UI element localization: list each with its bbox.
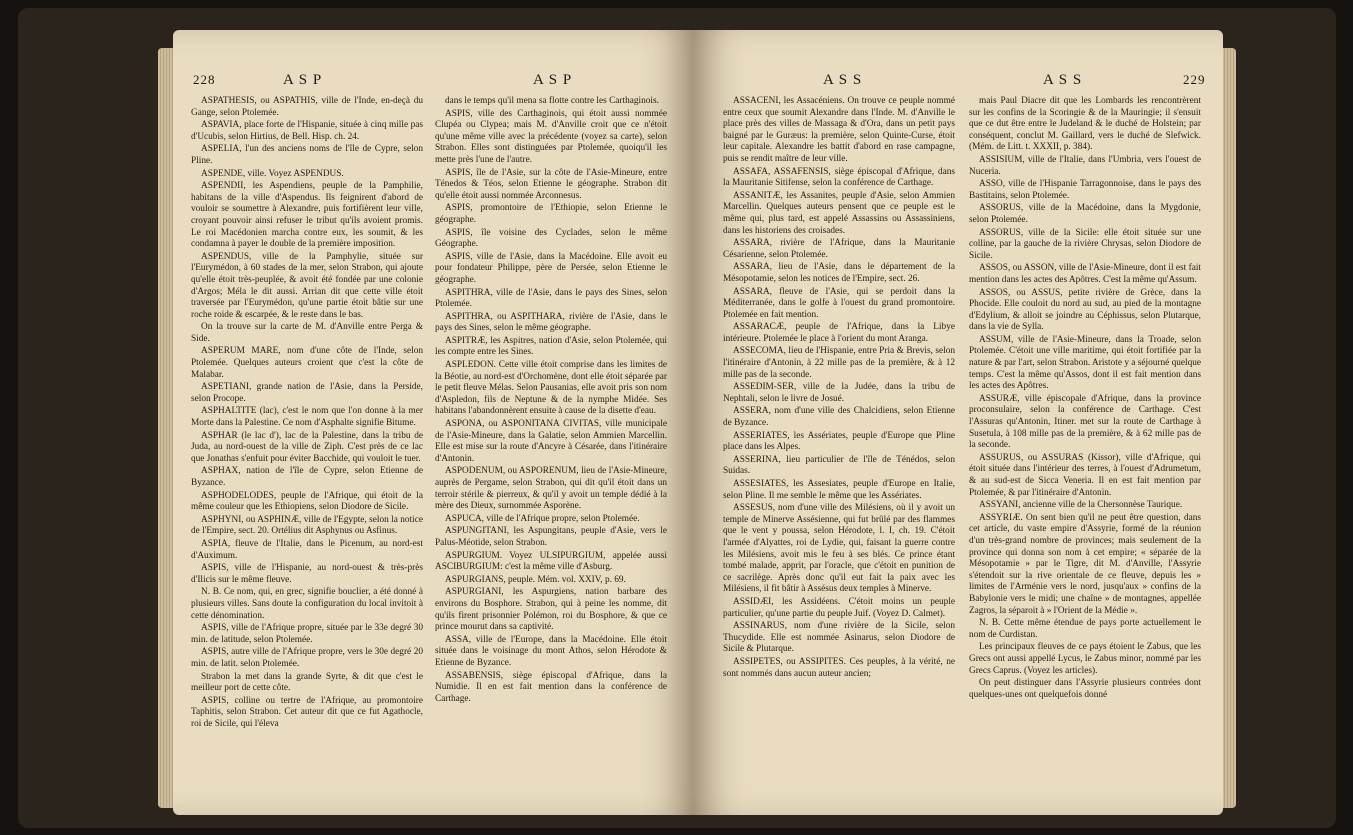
entry-paragraph: ASPIS, île de l'Asie, sur la côte de l'Asie-Mineure, entre Ténedos & Téos, selon Etienne le géographe. Strabon dit qu'elle étoit aussi nommée Arconnesus. — [435, 167, 667, 201]
entry-paragraph: ASPENDII, les Aspendiens, peuple de la Pamphilie, habitans de la ville d'Aspendus. Ils feignirent d'abord de vouloir se soumettre à Alexandre, puis fortifièrent leur ville, croyant pouvoir ainsi refuser le tribut qu'ils avoient promis. Le roi Macédonien marcha contre eux, les soumit, & les condamna à payer le double de la première imposition. — [191, 181, 423, 250]
entry-paragraph: ASPIS, ville des Carthaginois, qui étoit aussi nommée Clupéa ou Clypea; mais M. d'Anville croit que ce n'étoit qu'une même ville avec la précédente (voyez sa carte), selon Strabon. Elles sont distinguées par Ptolemée, quoiqu'il les mette près l'une de l'autre. — [435, 108, 667, 165]
right-column-1 — [723, 96, 955, 681]
entry-paragraph: On la trouve sur la carte de M. d'Anville entre Perga & Side. — [191, 322, 423, 344]
entry-paragraph: ASPURGIANS, peuple. Mém. vol. XXIV, p. 69. — [445, 574, 626, 585]
entry-paragraph: ASPELIA, l'un des anciens noms de l'île de Cypre, selon Pline. — [191, 144, 423, 166]
entry-paragraph: ASPHALTITE (lac), c'est le nom que l'on donne à la mer Morte dans la Palestine. Ce nom d'Asphalte signifie Bitume. — [191, 406, 423, 429]
entry-paragraph: dans le temps qu'il mena sa flotte contre les Carthaginois. — [445, 96, 659, 106]
entry-paragraph: ASSORUS, ville de la Sicile: elle étoit située sur une colline, par la gauche de la rivière Chrysas, selon Diodore de Sicile. — [969, 227, 1201, 261]
entry-paragraph: ASPENDUS, ville de la Pamphylie, située sur l'Eurymédon, à 60 stades de la mer, selon Strabon, qui ajoute qu'elle étoit très-peuplée, & avoit été fondée par une colonie d'Argos; Méla le dit aussi. Arrian dit que cette ville étoit traversée par l'Eurymédon, qu'une partie étoit bâtie sur une roche roide & escarpée, & le reste dans le bas. — [191, 251, 423, 320]
entry-paragraph: ASSAFA, ASSAFENSIS, siège épiscopal d'Afrique, dans la Mauritanie Sitifense, selon la conférence de Carthage. — [723, 166, 955, 189]
entry-paragraph: ASSIPETES, ou ASSIPITES. Ces peuples, à la vérité, ne sont nommés dans aucun auteur ancien; — [723, 656, 955, 679]
entry-paragraph: ASPIS, colline ou tertre de l'Afrique, au promontoire Taphitis, selon Strabon. Cet auteur dit que ce fut Agathocle, roi de Sicile, qui l'éleva — [191, 695, 423, 729]
entry-paragraph: ASSERA, nom d'une ville des Chalcidiens, selon Etienne de Byzance. — [723, 406, 955, 429]
entry-paragraph: ASSA, ville de l'Europe, dans la Macédoine. Elle étoit située dans le voisinage du mont Athos, selon Hérodote & Etienne de Byzance. — [435, 634, 667, 668]
left-column-1 — [191, 96, 423, 731]
entry-paragraph: ASSURÆ, ville épiscopale d'Afrique, dans la province proconsulaire, selon la conférence de Carthage. C'est l'Assuras qu'Antonin, Itiner. met sur la route de Carthage à Susetula, à 108 mille pas de la première, & à 62 mille pas de la seconde. — [969, 393, 1201, 451]
entry-paragraph: ASSORUS, ville de la Macédoine, dans la Mygdonie, selon Ptolemée. — [969, 203, 1201, 225]
entry-paragraph: ASPAVIA, place forte de l'Hispanie, située à cinq mille pas d'Ucubis, selon Hirtius, de Bell. Hisp. ch. 24. — [191, 120, 423, 142]
entry-paragraph: ASPHYNI, ou ASPHINÆ, ville de l'Egypte, selon la notice de l'Empire, sect. 20. Ortélius dit Asphynus ou Asfinus. — [191, 514, 423, 537]
entry-paragraph: ASPENDE, ville. Voyez ASPENDUS. — [201, 168, 344, 179]
entry-paragraph: ASSANITÆ, les Assanites, peuple d'Asie, selon Ammien Marcellin. Quelques auteurs pensent que ce peuple est le même qui, plus tard, est appelé Assassins ou Assassiniens, dans les historiens des croisades. — [723, 190, 955, 236]
entry-paragraph: ASPERUM MARE, nom d'une côte de l'Inde, selon Ptolemée. Quelques auteurs croient que c'est la côte de Malabar. — [191, 346, 423, 380]
entry-paragraph: ASPLEDON. Cette ville étoit comprise dans les limites de la Béotie, au nord-est d'Orchomène, dont elle étoit séparée par le petit fleuve Mélas. Selon Pausanias, elle avoit pris son nom d'Aspledon, fils de Neptune & de la nymphe Midée. Ses habitans l'abandonnèrent ensuite à cause de la disette d'eau. — [435, 360, 667, 417]
entry-paragraph: mais Paul Diacre dit que les Lombards les rencontrèrent sur les confins de la Scoringie & de la Mauringie; il s'ensuit que ce dut être entre le Judeland & le duché de Holstein; par conséquent, conclut M. Gaillard, vers le duché de Slefwick. (Mém. de Litt. t. XXXII, p. 384). — [969, 96, 1201, 153]
entry-paragraph: ASPURGIANI, les Aspurgiens, nation barbare des environs du Bosphore. Strabon, qui à peine les nomme, dit qu'ils firent prisonnier Polémon, roi du Bosphore, & que ce prince mourut dans sa captivité. — [435, 587, 667, 633]
entry-paragraph: ASSINARUS, nom d'une rivière de la Sicile, selon Thucydide. Elle est nommée Asinarus, selon Diodore de Sicile & Plutarque. — [723, 621, 955, 655]
right-header-right: A S S — [1043, 72, 1083, 88]
entry-paragraph: ASPETIANI, grande nation de l'Asie, dans la Perside, selon Procope. — [191, 382, 423, 404]
right-header-left: A S S — [823, 72, 863, 88]
entry-paragraph: ASSARACÆ, peuple de l'Afrique, dans la Libye intérieure. Ptolemée le place à l'orient du mont Aranga. — [723, 322, 955, 344]
entry-paragraph: ASSESUS, nom d'une ville des Milésiens, où il y avoit un temple de Minerve Assésienne, qui fut brûlé par des flammes que le vent y poussa, selon Hérodote, l. I, ch. 19. C'étoit l'armée d'Alyattes, roi de Lydie, qui, faisant la guerre contre les Milésiens, avoit mis le feu à ses blés. Ce prince étant tombé malade, apprit, par l'oracle, que c'étoit en punition de ce sacrilège. Après donc qu'il eut fait la paix avec les Milésiens, il fit bâtir à Assésus deux temples à Minerve. — [723, 503, 955, 595]
entry-paragraph: ASSESIATES, les Assesiates, peuple d'Europe en Italie, selon Pline. Il me semble le même que les Assériates. — [723, 479, 955, 501]
entry-paragraph: ASPIS, autre ville de l'Afrique propre, vers le 30e degré 20 min. de latit. selon Ptolemée. — [191, 647, 423, 669]
entry-paragraph: ASSURUS, ou ASSURAS (Kissor), ville d'Afrique, qui étoit située dans l'intérieur des terres, à l'ouest d'Adrumetum, & au sud-est de Sicca Veneria. Il en est fait mention par Ptolemée, & par l'itinéraire d'Antonin. — [969, 452, 1201, 498]
entry-paragraph: ASPIA, fleuve de l'Italie, dans le Picenum, au nord-est d'Auximum. — [191, 538, 423, 561]
entry-paragraph: ASSISIUM, ville de l'Italie, dans l'Umbria, vers l'ouest de Nuceria. — [969, 154, 1201, 177]
entry-paragraph: ASSOS, ou ASSUS, petite rivière de Grèce, dans la Phocide. Elle couloit du nord au sud, au pied de la montagne d'Edylium, & alloit se joindre au Céphissus, selon Plutarque, dans la vie de Sylla. — [969, 287, 1201, 333]
entry-paragraph: ASPIS, ville de l'Hispanie, au nord-ouest & très-près d'Ilicis sur le même fleuve. — [191, 563, 423, 585]
left-page-edges — [158, 48, 174, 808]
entry-paragraph: ASSABENSIS, siège épiscopal d'Afrique, dans la Numidie. Il en est fait mention dans la conférence de Carthage. — [435, 670, 667, 704]
left-column-2 — [435, 96, 667, 706]
left-header-right: A S P — [533, 72, 573, 88]
entry-paragraph: ASSO, ville de l'Hispanie Tarragonnoise, dans le pays des Bastitains, selon Ptolemée. — [969, 179, 1201, 201]
entry-paragraph: ASSIDÆI, les Assidéens. C'étoit moins un peuple particulier, qu'une partie du peuple Juif. (Voyez D. Calmet). — [723, 596, 955, 619]
entry-paragraph: ASPIS, ville de l'Asie, dans la Macédoine. Elle avoit eu pour fondateur Philippe, père de Persée, selon Etienne le géographe. — [435, 251, 667, 285]
left-page — [173, 30, 693, 815]
entry-paragraph: ASPIS, promontoire de l'Ethiopie, selon Etienne le géographe. — [435, 203, 667, 225]
entry-paragraph: ASSECOMA, lieu de l'Hispanie, entre Pria & Brevis, selon l'itinéraire d'Antonin, à 22 mille pas de la première, & à 12 mille pas de la seconde. — [723, 346, 955, 380]
right-page-number: 229 — [1183, 72, 1206, 87]
entry-paragraph: Strabon la met dans la grande Syrte, & dit que c'est le meilleur port de cette côte. — [191, 671, 423, 694]
entry-paragraph: ASSARA, lieu de l'Asie, dans le département de la Mésopotamie, selon les notices de l'Empire, sect. 26. — [723, 262, 955, 284]
entry-paragraph: ASSARA, fleuve de l'Asie, qui se perdoit dans la Méditerranée, dans le golfe à l'ouest du grand promontoire. Ptolemée en fait mention. — [723, 286, 955, 320]
entry-paragraph: Les principaux fleuves de ce pays étoient le Zabus, que les Grecs ont aussi appellé Lycus, le Zabus minor, nommé par les Grecs Caprus. (Voyez les articles). — [969, 642, 1201, 676]
entry-paragraph: ASSERINA, lieu particulier de l'île de Ténédos, selon Suidas. — [723, 454, 955, 477]
entry-paragraph: ASPITRÆ, les Aspitres, nation d'Asie, selon Ptolemée, qui les compte entre les Sines. — [435, 335, 667, 358]
entry-paragraph: ASSOS, ou ASSON, ville de l'Asie-Mineure, dont il est fait mention dans les actes des Apôtres. C'est la même qu'Assum. — [969, 263, 1201, 285]
entry-paragraph: ASPUNGITANI, les Aspungitans, peuple d'Asie, vers le Palus-Méotide, selon Strabon. — [435, 526, 667, 548]
entry-paragraph: ASSYANI, ancienne ville de la Chersonnèse Taurique. — [979, 500, 1183, 511]
entry-paragraph: ASPODENUM, ou ASPORENUM, lieu de l'Asie-Mineure, auprès de Pergame, selon Strabon, qui dit qu'il étoit dans un terroir stérile & pierreux, & qu'il y avoit un temple dédié à la mère des Dieux, surnommée Asporène. — [435, 466, 667, 512]
entry-paragraph: ASPIS, île voisine des Cyclades, selon le même Géographe. — [435, 227, 667, 250]
entry-paragraph: ASPHAX, nation de l'île de Cypre, selon Etienne de Byzance. — [191, 466, 423, 488]
entry-paragraph: ASPUCA, ville de l'Afrique propre, selon Ptolemée. — [445, 513, 640, 524]
left-header-left: A S P — [283, 72, 323, 88]
right-page-edges — [1222, 48, 1236, 808]
entry-paragraph: ASPITHRA, ou ASPITHARA, rivière de l'Asie, dans le pays des Sines, selon le même géographe. — [435, 311, 667, 334]
entry-paragraph: ASPONA, ou ASPONITANA CIVITAS, ville municipale de l'Asie-Mineure, dans la Galatie, selon Ammien Marcellin. Elle est mise sur la route d'Ancyre à Césarée, dans l'itinéraire d'Antonin. — [435, 419, 667, 464]
entry-paragraph: ASPIS, ville de l'Afrique propre, située par le 33e degré 30 min. de latitude, selon Ptolemée. — [191, 623, 423, 645]
entry-paragraph: ASPHODELODES, peuple de l'Afrique, qui étoit de la même couleur que les Ethiopiens, selon Diodore de Sicile. — [191, 490, 423, 513]
book-spread — [18, 8, 1336, 828]
entry-paragraph: ASSYRIÆ. On sent bien qu'il ne peut être question, dans cet article, du vaste empire d'Assyrie, formé de la réunion d'un très-grand nombre de provinces; mais seulement de la province qui donna son nom à cet empire; « séparée de la Mésopotamie » par le Tigre, dit M. d'Anville, l'Assyrie s'étendoit sur la rive orientale de ce fleuve, depuis les » limites de l'Arménie vers le nord, jusqu'aux » confins de la Babylonie vers le midi; une chaîne » de montagnes, appellée Zagros, la séparoit à » l'Orient de la Médie ». — [969, 512, 1201, 616]
entry-paragraph: ASSERIATES, les Assériates, peuple d'Europe que Pline place dans les Alpes. — [723, 430, 955, 453]
right-page — [693, 30, 1223, 815]
entry-paragraph: ASPATHESIS, ou ASPATHIS, ville de l'Inde, en-deçà du Gange, selon Ptolemée. — [191, 96, 423, 118]
entry-paragraph: N. B. Ce nom, qui, en grec, signifie bouclier, a été donné à plusieurs villes. Sans doute la configuration du local invitoit à cette dénomination. — [191, 587, 423, 621]
entry-paragraph: ASSACENI, les Assacéniens. On trouve ce peuple nommé entre ceux que soumit Alexandre dans l'Inde. M. d'Anville le place près des villes de Massaga & d'Ora, dans un petit pays baigné par le Guræus: la première, selon Quinte-Curse, étoit leur capitale. Alexandre les battit d'abord en rase campagne, puis se rendit maître de leur ville. — [723, 96, 955, 164]
entry-paragraph: N. B. Cette même étendue de pays porte actuellement le nom de Curdistan. — [969, 618, 1201, 640]
entry-paragraph: ASSARA, rivière de l'Afrique, dans la Mauritanie Césarienne, selon Ptolemée. — [723, 238, 955, 260]
entry-paragraph: ASPITHRA, ville de l'Asie, dans le pays des Sines, selon Ptolemée. — [435, 287, 667, 310]
entry-paragraph: ASSEDIM-SER, ville de la Judée, dans la tribu de Nephtali, selon le livre de Josué. — [723, 382, 955, 404]
entry-paragraph: ASPURGIUM. Voyez ULSIPURGIUM, appelée aussi ASCIBURGIUM: c'est la même ville d'Asburg. — [435, 550, 667, 573]
entry-paragraph: ASPHAR (le lac d'), lac de la Palestine, dans la tribu de Juda, au nord-ouest de la ville de Ziph. C'est près de ce lac que Jonathas s'enfuit pour éviter Bacchide, qui vouloit le tuer. — [191, 430, 423, 464]
left-page-number: 228 — [193, 72, 216, 87]
entry-paragraph: On peut distinguer dans l'Assyrie plusieurs contrées dont quelques-unes ont quelquefois donné — [969, 678, 1201, 700]
right-column-2 — [969, 96, 1201, 702]
entry-paragraph: ASSUM, ville de l'Asie-Mineure, dans la Troade, selon Ptolemée. C'étoit une ville maritime, qui étoit fortifiée par la nature & par l'art, selon Strabon. Aristote y a séjourné quelque temps. C'est la même qu'Assos, dont il est fait mention dans les actes des Apôtres. — [969, 334, 1201, 392]
